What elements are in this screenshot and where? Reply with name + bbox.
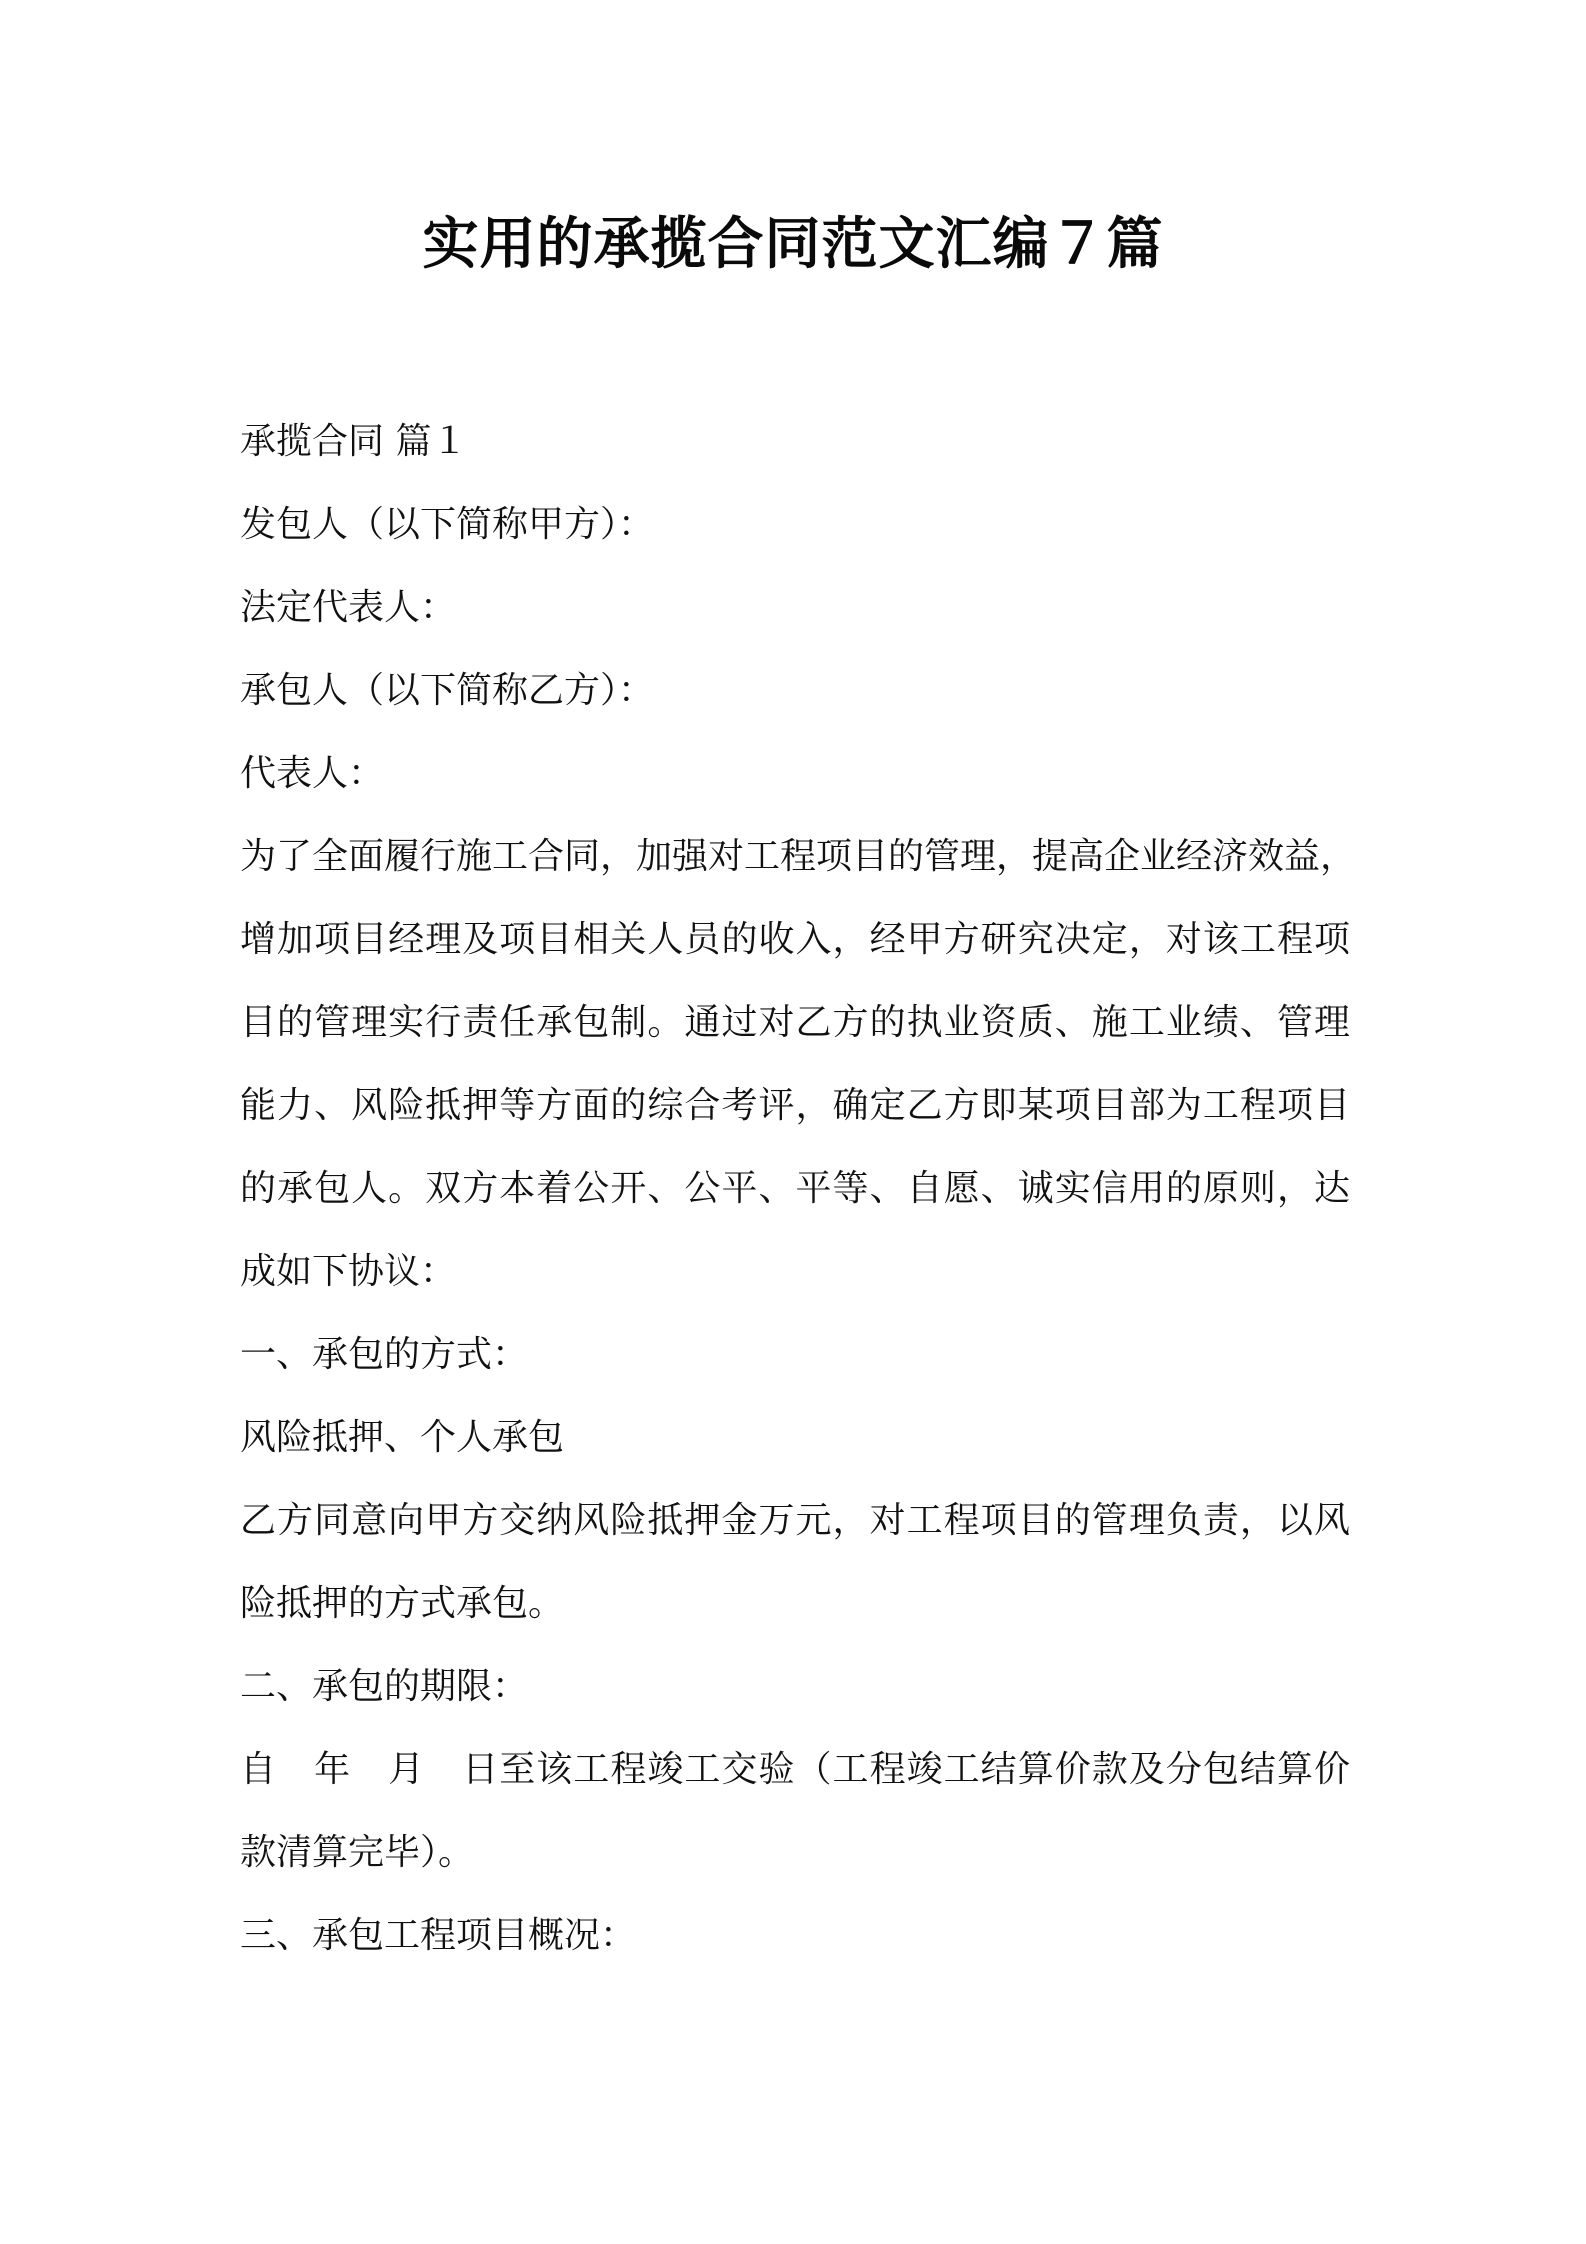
paragraph-line: 能力、风险抵押等方面的综合考评，确定乙方即某项目部为工程项目 [240,1085,1350,1126]
paragraph-line: 自 年 月 日至该工程竣工交验（工程竣工结算价款及分包结算价 [240,1749,1350,1790]
paragraph-line: 目的管理实行责任承包制。通过对乙方的执业资质、施工业绩、管理 [240,1002,1350,1043]
clause-heading: 三、承包工程项目概况： [240,1915,637,1956]
legal-representative-line: 法定代表人： [240,587,457,628]
document-body [240,400,1357,1977]
paragraph-line: 款清算完毕）。 [240,1832,475,1873]
paragraph-line: 乙方同意向甲方交纳风险抵押金万元，对工程项目的管理负责，以风 [240,1500,1350,1541]
paragraph-line: 风险抵押、个人承包 [240,1417,565,1458]
clause-heading: 二、承包的期限： [240,1666,529,1707]
paragraph-line: 增加项目经理及项目相关人员的收入，经甲方研究决定，对该工程项 [240,919,1350,960]
section-heading: 承揽合同 篇１ [240,421,468,462]
representative-line: 代表人： [240,753,385,794]
paragraph-line: 为了全面履行施工合同，加强对工程项目的管理，提高企业经济效益， [240,836,1357,877]
paragraph-line: 的承包人。双方本着公开、公平、平等、自愿、诚实信用的原则，达 [240,1168,1350,1209]
paragraph-line: 成如下协议： [240,1251,457,1292]
document-title: 实用的承揽合同范文汇编７篇 [422,212,1164,277]
clause-heading: 一、承包的方式： [240,1334,529,1375]
party-b-line: 承包人（以下简称乙方）： [240,670,655,711]
party-a-line: 发包人（以下简称甲方）： [240,504,655,545]
paragraph-line: 险抵押的方式承包。 [240,1583,565,1624]
